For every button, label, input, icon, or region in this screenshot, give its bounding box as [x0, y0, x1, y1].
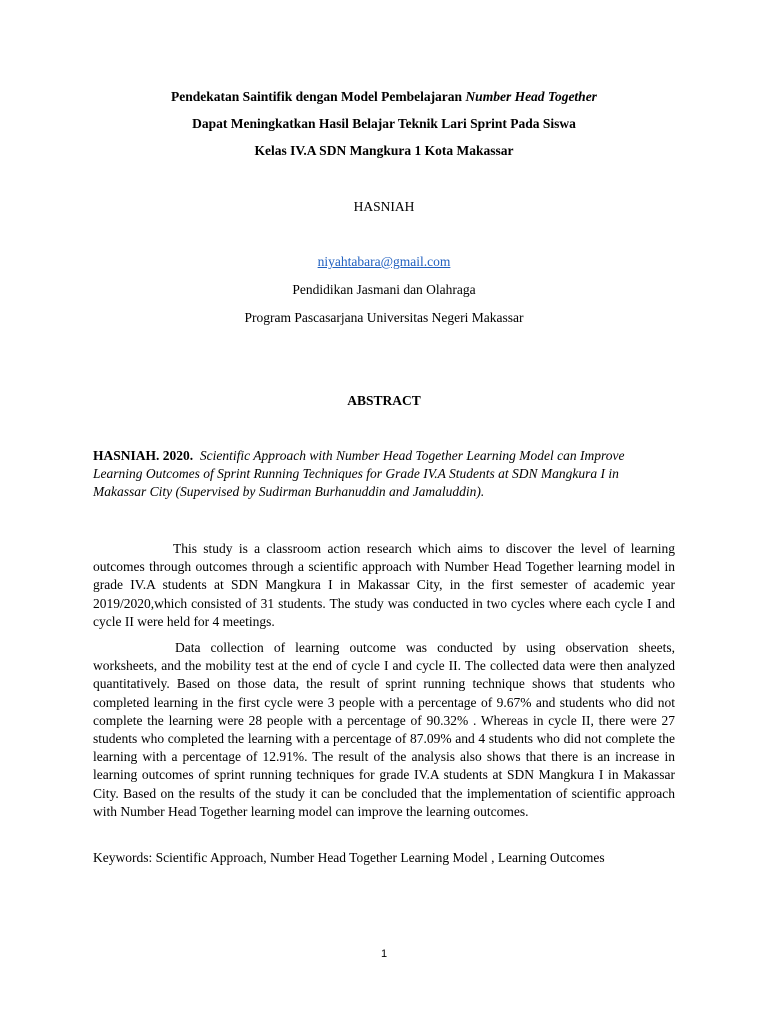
title-line-1-italic: Number Head Together: [465, 89, 597, 104]
title-line-3: Kelas IV.A SDN Mangkura 1 Kota Makassar: [254, 143, 514, 158]
citation-author-year: HASNIAH. 2020.: [93, 448, 194, 463]
abstract-paragraph-2: Data collection of learning outcome was conducted by using observation sheets, worksheets, and the mobility test at the end of cycle I and cycle II. The collected data were then analyzed quantitatively. Based on those data, the result of sprint running technique shows that students who completed learning in the first cycle were 3 people with a percentage of 9.67% and students who did not complete the learning were 28 people with a percentage of 90.32% . Whereas in cycle II, there were 27 students who completed the learning with a percentage of 87.09% and 4 students who did not complete the learning with a percentage of 12.91%. The result of the analysis also shows that there is an increase in learning outcomes of sprint running techniques for grade IV.A students at SDN Mangkura I in Makassar City. Based on the results of the study it can be concluded that the implementation of scientific approach with Number Head Together learning model can improve the learning outcomes.: [93, 640, 675, 819]
title-line-1: [0, 88, 768, 106]
citation-title: Scientific Approach with Number Head Together Learning Model can Improve Learning Outcomes of Sprint Running Techniques for Grade IV.A Students at SDN Mangkura I in Makassar City (Supervised by Sudirman Burhanuddin and Jamaluddin).: [93, 448, 625, 500]
author-email-link[interactable]: niyahtabara@gmail.com: [317, 254, 451, 269]
author-department: Pendidikan Jasmani dan Olahraga: [292, 282, 476, 297]
author-institution: Program Pascasarjana Universitas Negeri Makassar: [244, 310, 524, 325]
page-number: 1: [380, 948, 388, 960]
keywords: Keywords: Scientific Approach, Number Head Together Learning Model , Learning Outcomes: [93, 850, 605, 865]
author-email-line: [0, 253, 768, 271]
title-line-2: Dapat Meningkatkan Hasil Belajar Teknik Lari Sprint Pada Siswa: [192, 116, 576, 131]
author-name: HASNIAH: [353, 199, 415, 214]
abstract-citation: [93, 447, 675, 502]
abstract-heading: ABSTRACT: [347, 393, 421, 408]
title-line-1-regular: Pendekatan Saintifik dengan Model Pembelajaran: [171, 89, 466, 104]
abstract-paragraph-1: This study is a classroom action research which aims to discover the level of learning outcomes through outcomes through a scientific approach with Number Head Together learning model in grade IV.A students at SDN Mangkura I in Makassar City, in the first semester of academic year 2019/2020,which consisted of 31 students. The study was conducted in two cycles where each cycle I and cycle II were held for 4 meetings.: [93, 541, 675, 629]
